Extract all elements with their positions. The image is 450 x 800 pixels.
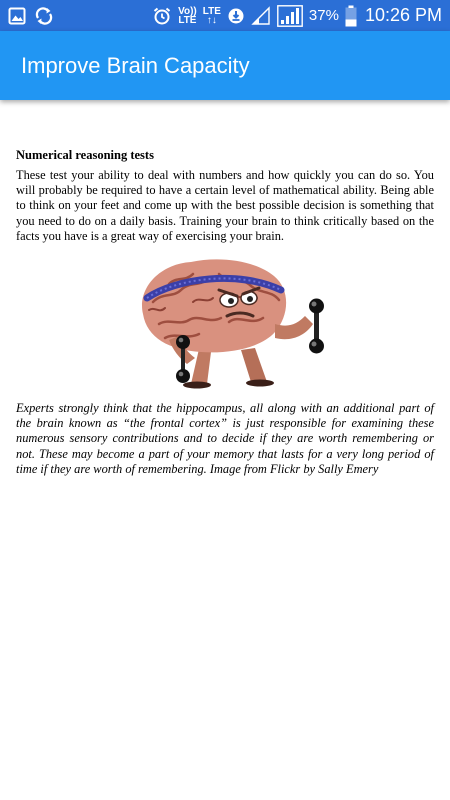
sync-icon (34, 6, 54, 26)
volte-icon (178, 7, 197, 25)
lte-label: LTE (202, 5, 221, 17)
status-time: 10:26 PM (364, 5, 442, 25)
status-bar-left (8, 6, 54, 26)
status-bar-right (152, 5, 442, 27)
app-bar (0, 31, 450, 100)
volte-label: Vo)) (178, 5, 197, 17)
app-title: Improve Brain Capacity (21, 52, 250, 78)
article-content (16, 148, 434, 477)
section-heading: Numerical reasoning tests (16, 148, 154, 162)
data-saver-icon (227, 7, 245, 25)
image-caption: Experts strongly think that the hippocampus, all along with an additional part of the brain known as “the frontal cortex” is just responsible for examining these numerous sensory contributions and to decide if they are worth remembering or not. These may become a part of your memory that lasts for a very long period of time if they are worth of remembering. Image from Flickr by Sally Emery (16, 401, 434, 476)
alarm-icon (152, 6, 172, 26)
lte-icon (203, 7, 221, 25)
status-bar (0, 0, 450, 31)
gallery-icon (8, 7, 26, 25)
signal-icon (251, 6, 271, 26)
brain-illustration (129, 254, 337, 389)
article-paragraph: These test your ability to deal with numbers and how quickly you can do so. You will probably be required to have a certain level of mathematical ability. Being able to think on your feet and come up with the best possible decision is something that you need to do on a daily basis. Training your brain to think critically based on the facts you have is a great way of exercising your brain. (16, 168, 434, 243)
signal-icon (277, 5, 303, 27)
lte-arrows: ↑↓ (206, 14, 217, 26)
brain-dumbbell-image (129, 254, 337, 389)
volte-lte-label: LTE (178, 14, 197, 26)
battery-icon (345, 5, 357, 27)
battery-percent: 37% (308, 7, 339, 24)
